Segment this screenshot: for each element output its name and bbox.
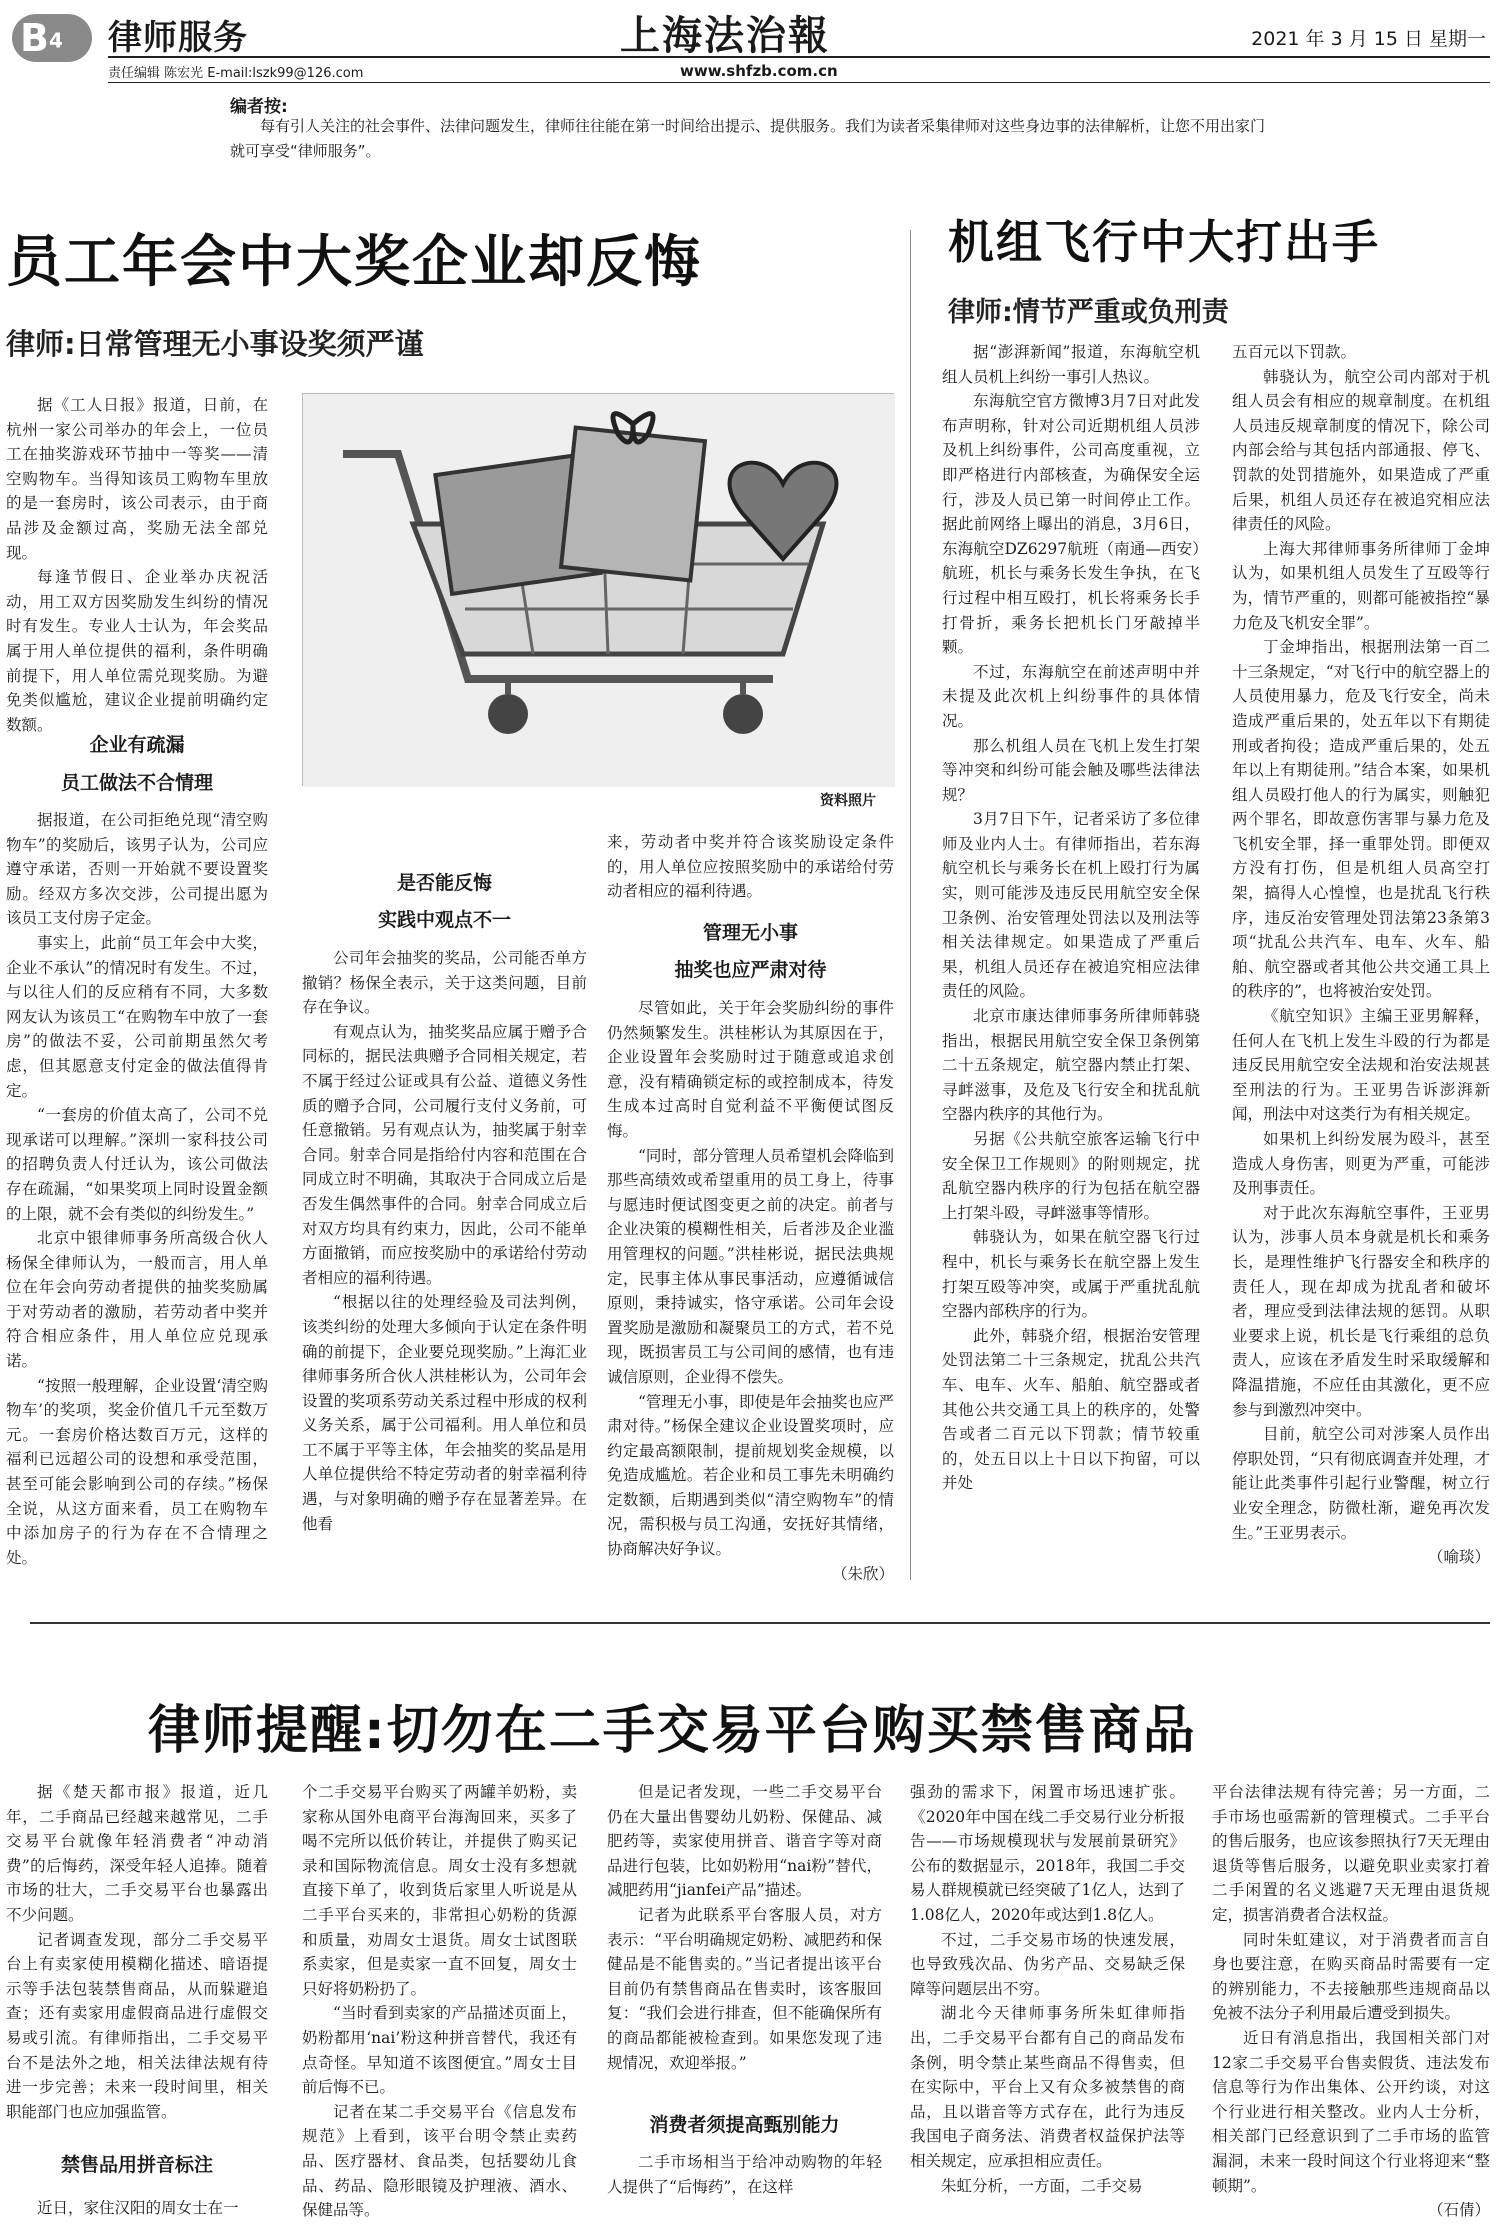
paragraph: 尽管如此，关于年会奖励纠纷的事件仍然频繁发生。洪桂彬认为其原因在于，企业设置年会奖励时过于随意或追求创意，没有精确锁定标的或控制成本，待发生成本过高时自觉利益不平衡便试图反悔。	[607, 999, 894, 1140]
paragraph: 强劲的需求下，闲置市场迅速扩张。《2020年中国在线二手交易行业分析报告——市场规模现状与发展前景研究》公布的数据显示，2018年，我国二手交易人群规模就已经突破了1亿人，达到了1.08亿人，2020年或达到1.8亿人。	[910, 1783, 1185, 1924]
paragraph: 韩骁认为，如果在航空器飞行过程中，机长与乘务长在航空器上发生打架互殴等冲突，或属于严重扰乱航空器内部秩序的行为。	[942, 1228, 1200, 1321]
paragraph: 不过，东海航空在前述声明中并未提及此次机上纠纷事件的具体情况。	[942, 662, 1200, 730]
paragraph: 此外，韩骁介绍，根据治安管理处罚法第二十三条规定，扰乱公共汽车、电车、火车、船舶、航空器或者其他公共交通工具上的秩序的，处警告或者二百元以下罚款；情节较重的，处五日以上十日以下拘留，可以并处	[942, 1326, 1200, 1493]
paragraph: “同时，部分管理人员希望机会降临到那些高绩效或希望重用的员工身上，待事与愿违时便试图变更之前的决定。前者与企业决策的模糊性相关，后者涉及企业滥用管理权的问题。”洪桂彬说，据民法典规定，民事主体从事民事活动，应遵循诚信原则，秉持诚实，恪守承诺。公司年会设置奖励是激励和凝聚员工的方式，若不兑现，既损害员工与公司间的感情，也有违诚信原则，企业得不偿失。	[607, 1146, 894, 1386]
article1-subtitle: 律师:日常管理无小事设奖须严谨	[6, 327, 424, 361]
paragraph: 平台法律法规有待完善；另一方面，二手市场也亟需新的管理模式。二手平台的售后服务，也应该参照执行7天无理由退货等售后服务，以避免职业卖家打着二手闲置的名义逃避7天无理由退货规定，损害消费者合法权益。	[1212, 1783, 1490, 1924]
paragraph: 目前，航空公司对涉案人员作出停职处罚，“只有彻底调查并处理，才能让此类事件引起行业警醒，树立行业安全理念，防微杜渐，避免再次发生。”王亚男表示。	[1232, 1425, 1490, 1542]
header-rule-thin	[108, 82, 1490, 83]
byline: （石倩）	[1427, 2201, 1490, 2220]
paragraph: 记者调查发现，部分二手交易平台上有卖家使用模糊化描述、暗语提示等手法包装禁售商品，从而躲避追查；还有卖家用虚假商品进行虚假交易或引流。有律师指出，二手交易平台不是法外之地，相关法律法规有待进一步完善；未来一段时间里，相关职能部门也应加强监管。	[6, 1930, 268, 2121]
paragraph: 据《楚天都市报》报道，近几年，二手商品已经越来越常见，二手交易平台就像年轻消费者“冲动消费”的后悔药，深受年轻人追捧。随着市场的壮大，二手交易平台也暴露出不少问题。	[6, 1783, 268, 1924]
byline: （喻琰）	[1427, 1548, 1490, 1567]
article3-col3-tail	[607, 2150, 882, 2226]
editor-note-text: 每有引人关注的社会事件、法律问题发生，律师往往能在第一时间给出提示、提供服务。我们为读者采集律师对这些身边事的法律解析，让您不用出家门就可享受“律师服务”。	[230, 117, 1266, 160]
paragraph: “根据以往的处理经验及司法判例，该类纠纷的处理大多倾向于认定在条件明确的前提下，企业要兑现奖励。”上海汇业律师事务所合伙人洪桂彬认为，公司年会设置的奖项系劳动关系过程中形成的权利义务关系，属于公司福利。用人单位和员工不属于平等主体，年会抽奖的奖品是用人单位提供给不特定劳动者的射幸福利待遇，与对象明确的赠予存在显著差异。在他看	[302, 1293, 587, 1533]
paragraph: 同时朱虹建议，对于消费者而言自身也要注意，在购买商品时需要有一定的辨别能力，不去接触那些违规商品以免被不法分子利用最后遭受到损失。	[1212, 1930, 1490, 2023]
section-divider	[30, 1622, 1490, 1624]
paragraph: 有观点认为，抽奖奖品应属于赠予合同标的，据民法典赠予合同相关规定，若不属于经过公证或具有公益、道德义务性质的赠予合同，公司履行支付义务前，可任意撤销。另有观点认为，抽奖属于射幸合同。射幸合同是指给付内容和范围在合同成立时不明确，其取决于合同成立后是否发生偶然事件的合同。射幸合同成立后对双方均具有约束力，因此，公司不能单方面撤销，而应按奖励中的承诺给付劳动者相应的福利待遇。	[302, 1022, 587, 1287]
article1-title: 员工年会中大奖企业却反悔	[6, 230, 702, 295]
article3-subhead-2: 消费者须提高甄别能力	[649, 2114, 840, 2136]
article2-title: 机组飞行中大打出手	[948, 215, 1380, 269]
column-divider	[910, 230, 911, 1580]
paragraph: “管理无小事，即使是年会抽奖也应严肃对待。”杨保全建议企业设置奖项时，应约定最高额限制，提前规划奖金规模，以免造成尴尬。若企业和员工事先未明确约定数额，后期遇到类似“清空购物车”的情况，需积极与员工沟通，安抚好其情绪，协商解决好争议。	[607, 1392, 894, 1559]
editor-note-label: 编者按:	[230, 97, 288, 117]
paragraph: 记者为此联系平台客服人员，对方表示：“平台明确规定奶粉、减肥药和保健品是不能售卖的。”当记者提出该平台目前仍有禁售商品在售卖时，该客服回复：“我们会进行排查，但不能确保所有的商品都能被检查到。如果您发现了违规情况，欢迎举报。”	[607, 1905, 882, 2072]
paragraph: 3月7日下午，记者采访了多位律师及业内人士。有律师指出，若东海航空机长与乘务长在机上殴打行为属实，则可能涉及违反民用航空安全保卫条例、治安管理处罚法以及刑法等相关法律规定。如果造成了严重后果，机组人员还存在被追究相应法律责任的风险。	[942, 810, 1200, 1001]
section-title: 律师服务	[108, 18, 248, 58]
paragraph: 另据《公共航空旅客运输飞行中安全保卫工作规则》的附则规定，扰乱航空器内秩序的行为包括在航空器上打架斗殴，寻衅滋事等情形。	[942, 1130, 1200, 1222]
newspaper-masthead: 上海法治報	[620, 12, 830, 59]
article2-subtitle: 律师:情节严重或负刑责	[948, 297, 1229, 328]
paragraph: “按照一般理解，企业设置‘清空购物车’的奖项，奖金价值几千元至数万元。一套房价格达数百万元，这样的福利已远超公司的设想和承受范围，甚至可能会影响到公司的存续。”杨保全说，从这方面来看，员工在购物车中添加房子的行为存在不合情理之处。	[6, 1376, 268, 1567]
paragraph: 北京市康达律师事务所律师韩骁指出，根据民用航空安全保卫条例第二十五条规定，航空器内禁止打架、寻衅滋事，及危及飞行安全和扰乱航空器内秩序的其他行为。	[942, 1007, 1200, 1124]
paragraph: 据“澎湃新闻”报道，东海航空机组人员机上纠纷一事引人热议。	[942, 343, 1200, 386]
issue-date: 2021 年 3 月 15 日 星期一	[1251, 28, 1486, 50]
article1-col1-body	[6, 808, 268, 1588]
byline: （朱欣）	[831, 1564, 894, 1583]
paragraph: 每逢节假日、企业举办庆祝活动，用工双方因奖励发生纠纷的情况时有发生。专业人士认为，年会奖品属于用人单位提供的福利，条件明确前提下，用人单位需兑现奖励。为避免类似尴尬，建议企业提前明确约定数额。	[6, 568, 268, 734]
article1-subhead-3b: 抽奖也应严肃对待	[674, 959, 827, 981]
article1-subhead-1a: 企业有疏漏	[89, 734, 185, 756]
paragraph: 朱虹分析，一方面，二手交易	[941, 2176, 1143, 2195]
paragraph: 不过，二手交易市场的快速发展，也导致残次品、伪劣产品、交易缺乏保障等问题层出不穷。	[910, 1930, 1185, 1998]
article2-col1	[942, 340, 1200, 1590]
article3-title: 律师提醒:切勿在二手交易平台购买禁售商品	[148, 1701, 1197, 1761]
paragraph: 记者在某二手交易平台《信息发布规范》上看到，该平台明令禁止卖药品、医疗器材、食品类，包括婴幼儿食品、药品、隐形眼镜及护理液、酒水、保健品等。	[302, 2102, 577, 2220]
paragraph: 上海大邦律师事务所律师丁金坤认为，如果机组人员发生了互殴等行为，情节严重的，则都可能被指控“暴力危及飞机安全罪”。	[1232, 539, 1490, 632]
paragraph: 公司年会抽奖的奖品，公司能否单方撤销？杨保全表示，关于这类问题，目前存在争议。	[302, 949, 587, 1017]
article1-subhead-2b: 实践中观点不一	[377, 909, 511, 931]
shopping-cart-photo	[302, 393, 894, 786]
paragraph: 据报道，在公司拒绝兑现“清空购物车”的奖励后，该男子认为，公司应遵守承诺，否则一开始就不要设置奖励。经双方多次交涉，公司提出愿为该员工支付房子定金。	[6, 811, 268, 928]
article3-col4	[910, 1780, 1185, 2225]
editor-info: 责任编辑 陈宏光 E-mail:lszk99@126.com	[108, 66, 364, 81]
paragraph: 《航空知识》主编王亚男解释，任何人在飞机上发生斗殴的行为都是违反民用航空安全法规和治安法规甚至刑法的行为。王亚男告诉澎湃新闻，刑法中对这类行为有相关规定。	[1232, 1007, 1490, 1124]
header-rule	[108, 56, 1490, 58]
paragraph: 如果机上纠纷发展为殴斗，甚至造成人身伤害，则更为严重，可能涉及刑事责任。	[1232, 1130, 1490, 1198]
paragraph: “一套房的价值太高了，公司不兑现承诺可以理解。”深圳一家科技公司的招聘负责人付迁认为，该公司做法存在疏漏，“如果奖项上同时设置金额的上限，就不会有类似的纠纷发生。”	[6, 1106, 268, 1223]
shopping-cart-illustration-icon	[303, 394, 895, 787]
paragraph: 据《工人日报》报道，日前，在杭州一家公司举办的年会上，一位员工在抽奖游戏环节抽中一等奖——清空购物车。当得知该员工购物车里放的是一套房时，该公司表示，由于商品涉及金额过高，奖励无法全部兑现。	[6, 396, 268, 562]
article1-col3-top	[607, 830, 894, 910]
paragraph: 近日有消息指出，我国相关部门对12家二手交易平台售卖假货、违法发布信息等行为作出集体、公开约谈，对这个行业进行相关整改。业内人士分析，相关部门已经意识到了二手市场的监管漏洞，未来一段时间这个行业将迎来“整顿期”。	[1212, 2028, 1490, 2195]
paragraph: 韩骁认为，航空公司内部对于机组人员会有相应的规章制度。在机组人员违反规章制度的情况下，除公司内部会给与其包括内部通报、停飞、罚款的处罚措施外，如果造成了严重后果，机组人员还存在被追究相应法律责任的风险。	[1232, 367, 1490, 534]
article3-col2	[302, 1780, 577, 2225]
paragraph: 个二手交易平台购买了两罐羊奶粉，卖家称从国外电商平台海淘回来，买多了喝不完所以低价转让，并提供了购买记录和国际物流信息。周女士没有多想就直接下单了，收到货后家里人听说是从二手平台买来的，非常担心奶粉的货源和质量，劝周女士退货。周女士试图联系卖家，但是卖家一直不回复，周女士只好将奶粉扔了。	[302, 1783, 577, 1998]
paragraph: 事实上，此前“员工年会中大奖，企业不承认”的情况时有发生。不过，与以往人们的反应稍有不同，大多数网友认为该员工“在购物车中放了一套房”的做法不妥，公司前期虽然欠考虑，但其愿意支付定金的做法值得肯定。	[6, 933, 268, 1100]
paragraph: 丁金坤指出，根据刑法第一百二十三条规定，“对飞行中的航空器上的人员使用暴力，危及飞行安全，尚未造成严重后果的，处五年以下有期徒刑或者拘役；造成严重后果的，处五年以上有期徒刑。”结合本案，如果机组人员殴打他人的行为属实，则触犯两个罪名，即故意伤害罪与暴力危及飞机安全罪，择一重罪处罚。即便双方没有打伤，但是机组人员高空打架，搞得人心惶惶，也是扰乱飞行秩序，违反治安管理处罚法第23条第3项“扰乱公共汽车、电车、火车、船舶、航空器或者其他公共交通工具上的秩序的”，也将被治安处罚。	[1232, 638, 1490, 1001]
paragraph: 东海航空官方微博3月7日对此发布声明称，针对公司近期机组人员涉及机上纠纷事件，公司高度重视，立即严格进行内部核查，为确保安全运行，涉及人员已第一时间停止工作。据此前网络上曝出的消息，3月6日，东海航空DZ6297航班（南通—西安）航班，机长与乘务长发生争执，在飞行过程中相互殴打，机长将乘务长手打骨折，乘务长把机长门牙敲掉半颗。	[942, 392, 1200, 657]
article1-col1-top	[6, 393, 268, 734]
paragraph: 那么机组人员在飞机上发生打架等冲突和纠纷可能会触及哪些法律法规？	[942, 736, 1200, 804]
paragraph: “当时看到卖家的产品描述页面上，奶粉都用‘nai’粉这种拼音替代，我还有点奇怪。早知道不该图便宜。”周女士目前后悔不已。	[302, 2004, 577, 2097]
article3-subhead-1: 禁售品用拼音标注	[60, 2154, 213, 2176]
website-link[interactable]: www.shfzb.com.cn	[680, 62, 838, 80]
paragraph: 二手市场相当于给冲动购物的年轻人提供了“后悔药”，在这样	[607, 2153, 882, 2196]
article1-subhead-3a: 管理无小事	[702, 922, 798, 944]
photo-caption: 资料照片	[820, 793, 876, 809]
paragraph: 北京中银律师事务所高级合伙人杨保全律师认为，一般而言，用人单位在年会向劳动者提供的抽奖奖励属于对劳动者的激励，若劳动者中奖并符合相应条件，用人单位应兑现承诺。	[6, 1229, 268, 1371]
article3-col3	[607, 1780, 882, 2070]
article3-col1-tail	[6, 2196, 268, 2226]
paragraph: 近日，家住汉阳的周女士在一	[37, 2199, 239, 2217]
article3-col5	[1212, 1780, 1490, 2225]
paragraph: 但是记者发现，一些二手交易平台仍在大量出售婴幼儿奶粉、保健品、减肥药等，卖家使用拼音、谐音字等对商品进行包装，比如奶粉用“nai粉”替代，减肥药用“jianfei产品”描述。	[607, 1783, 882, 1900]
paragraph: 湖北今天律师事务所朱虹律师指出，二手交易平台都有自己的商品发布条例，明令禁止某些商品不得售卖，但在实际中，平台上又有众多被禁售的商品，且以谐音等方式存在，此行为违反我国电子商务法、消费者权益保护法等相关规定，应承担相应责任。	[910, 2004, 1185, 2170]
paragraph: 五百元以下罚款。	[1232, 343, 1357, 361]
paragraph: 对于此次东海航空事件，王亚男认为，涉事人员本身就是机长和乘务长，是理性维护飞行器安全和秩序的责任人，现在却成为扰乱者和破坏者，理应受到法律法规的惩罚。从职业要求上说，机长是飞行乘组的总负责人，应该在矛盾发生时采取缓解和降温措施，不应任由其激化，更不应参与到激烈冲突中。	[1232, 1203, 1490, 1419]
article1-col3-body	[607, 996, 894, 1586]
page-number-badge: B4	[12, 14, 92, 62]
article3-col1	[6, 1780, 268, 2140]
paragraph: 来，劳动者中奖并符合该奖励设定条件的，用人单位应按照奖励中的承诺给付劳动者相应的福利待遇。	[607, 833, 894, 901]
article1-col2-body	[302, 946, 587, 1586]
article2-col2	[1232, 340, 1490, 1590]
article1-subhead-2a: 是否能反悔	[396, 872, 492, 894]
article1-subhead-1b: 员工做法不合情理	[60, 772, 213, 794]
